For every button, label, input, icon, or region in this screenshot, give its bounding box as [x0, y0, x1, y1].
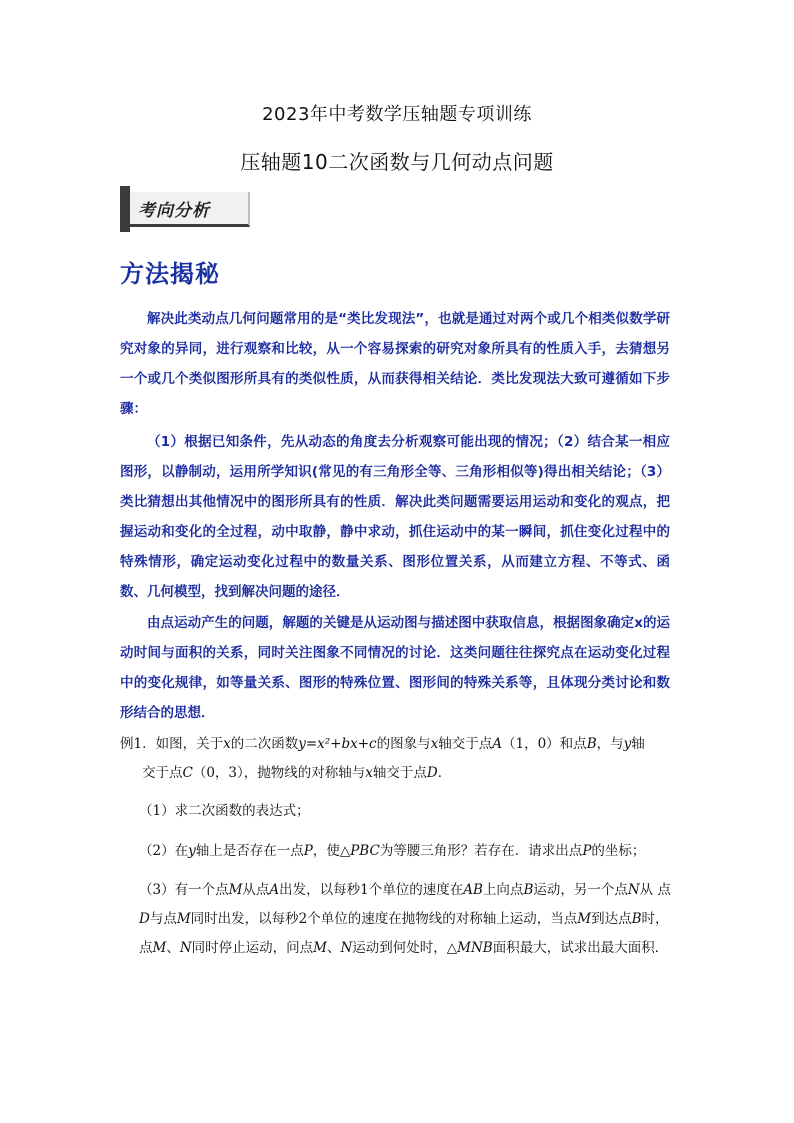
- q2-text: 的坐标；: [591, 843, 646, 859]
- point-m: M: [577, 911, 592, 927]
- q2-text: ，使△: [312, 843, 351, 859]
- q3-text: 、: [326, 940, 341, 956]
- segment-ab: AB: [463, 882, 483, 898]
- section-badge: [120, 186, 252, 232]
- var-y: y: [188, 843, 196, 859]
- point-p: P: [582, 843, 592, 859]
- q3-text: 从点: [242, 882, 270, 898]
- point-p: P: [303, 843, 313, 859]
- example-text: 轴交于点: [372, 765, 427, 781]
- point-m: M: [152, 940, 167, 956]
- q3-text: 上向点: [482, 882, 524, 898]
- q3-text: 面积最大，试求出最大面积．: [492, 940, 669, 956]
- q2-text: 轴上是否存在一点: [195, 843, 304, 859]
- q3-text: 运动，另一个点: [533, 882, 628, 898]
- point-a: A: [269, 882, 280, 898]
- point-m: M: [313, 940, 327, 956]
- point-b: B: [631, 911, 642, 927]
- q3-text: 出发，以每秒1个单位的速度在: [279, 882, 464, 898]
- method-paragraph-2: （1）根据已知条件，先从动态的角度去分析观察可能出现的情况；（2）结合某一相应图形，以静制动，运用所学知识(常见的有三角形全等、三角形相似等)得出相关结论；（3）类比猜想出其他情况中的图形所具有的性质．解决此类问题需要运用运动和变化的观点，把握运动和变化的全过程，动中取静，静中求动，抓住运动中的某一瞬间，抓住变化过程中的特殊情形，确定运动变化过程中的数量关系、图形位置关系，从而建立方程、不等式、函数、几何模型，找到解决问题的途径．: [120, 434, 670, 600]
- var-y: y: [623, 736, 632, 752]
- example-text: 轴交于点: [438, 736, 493, 752]
- point-n: N: [627, 882, 640, 898]
- example-line-2: [120, 759, 680, 788]
- var-x: x: [365, 765, 373, 781]
- example-text: （1，0）和点: [502, 736, 587, 752]
- q3-text: 到达点: [591, 911, 632, 927]
- section-heading: 方法揭秘: [120, 260, 220, 288]
- example-formula: y=x²+bx+c: [298, 736, 377, 752]
- question-1: （1）求二次函数的表达式；: [139, 803, 310, 819]
- q3-text: 运动到何处时，△: [352, 940, 458, 956]
- point-n: N: [179, 940, 192, 956]
- point-c: C: [182, 765, 193, 781]
- method-paragraph-3: 由点运动产生的问题，解题的关键是从运动图与描述图中获取信息，根据图象确定x的运动时间与面积的关系，同时关注图象不同情况的讨论．这类问题往往探究点在运动变化过程中的变化规律，如等量关系、图形的特殊位置、图形间的特殊关系等，且体现分类讨论和数形结合的思想．: [120, 615, 670, 721]
- point-b: B: [523, 882, 534, 898]
- point-m: M: [228, 882, 243, 898]
- example-text: （0，3），抛物线的对称轴与: [192, 765, 366, 781]
- var-x: x: [223, 736, 231, 752]
- document-subtitle: 压轴题10二次函数与几何动点问题: [240, 150, 554, 174]
- q3-text: （3）有一个点: [139, 882, 229, 898]
- point-n: N: [340, 940, 353, 956]
- point-a: A: [492, 736, 502, 752]
- question-2: [139, 837, 679, 866]
- badge-label: 考向分析: [138, 201, 210, 221]
- q2-text: （2）在: [139, 843, 189, 859]
- var-x: x: [430, 736, 439, 752]
- example-statement: [120, 730, 680, 788]
- example-text: ，与: [596, 736, 624, 752]
- triangle-mnb: MNB: [457, 940, 493, 956]
- point-d: D: [426, 765, 438, 781]
- document-title: 2023年中考数学压轴题专项训练: [262, 104, 532, 125]
- q3-text: 与点: [149, 911, 177, 927]
- example-text: 轴: [631, 736, 645, 752]
- q3-text: 时，点: [139, 911, 669, 956]
- example-text: ．: [437, 765, 452, 781]
- q3-text: 同时出发，以每秒2个单位的速度在抛物线的对称轴上运动，当点: [190, 911, 578, 927]
- q3-text: 同时停止运动，问点: [191, 940, 314, 956]
- q3-text: 、: [166, 940, 180, 956]
- q2-text: 为等腰三角形？若存在．请求出点: [379, 843, 583, 859]
- point-m: M: [176, 911, 191, 927]
- example-text: 的二次函数: [230, 736, 299, 752]
- question-3: [139, 876, 679, 963]
- triangle-pbc: PBC: [350, 843, 380, 859]
- badge-accent-bar: [120, 186, 130, 232]
- example-text: 交于点: [142, 765, 183, 781]
- point-d: D: [139, 911, 150, 927]
- q3-text: 从 点: [639, 882, 671, 898]
- example-prefix: 例1．如图，关于: [120, 736, 224, 752]
- method-paragraph-1: 解决此类动点几何问题常用的是“类比发现法”，也就是通过对两个或几个相类似数学研究对象的异同，进行观察和比较，从一个容易探索的研究对象所具有的性质入手，去猜想另一个或几个类似图形所具有的类似性质，从而获得相关结论．类比发现法大致可遵循如下步骤：: [120, 311, 670, 417]
- example-line-1: [120, 730, 680, 759]
- example-text: 的图象与: [376, 736, 431, 752]
- point-b: B: [586, 736, 597, 752]
